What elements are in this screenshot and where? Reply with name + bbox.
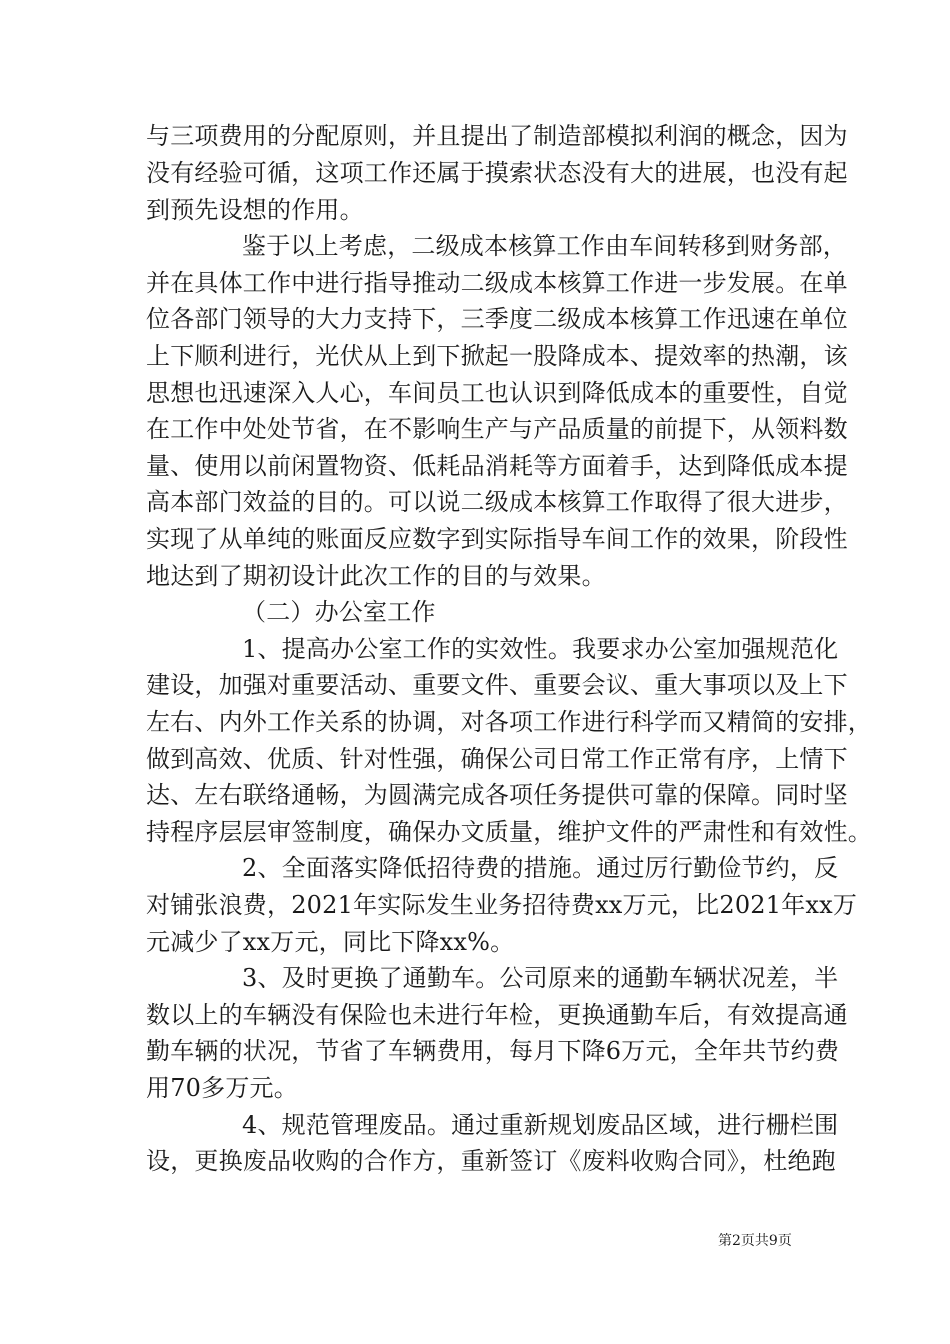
text-line: 位各部门领导的大力支持下，三季度二级成本核算工作迅速在单位 <box>146 305 848 333</box>
paragraph-start-line: 鉴于以上考虑，二级成本核算工作由车间转移到财务部， <box>242 232 847 260</box>
text-line: 设，更换废品收购的合作方，重新签订《废料收购合同》，杜绝跑 <box>146 1147 836 1175</box>
text-line: 持程序层层审签制度，确保办文质量，维护文件的严肃性和有效性。 <box>146 818 872 846</box>
text-line: 元减少了xx万元，同比下降xx%。 <box>146 928 515 956</box>
text-line: 左右、内外工作关系的协调，对各项工作进行科学而又精简的安排， <box>146 708 872 736</box>
text-line: 在工作中处处节省，在不影响生产与产品质量的前提下，从领料数 <box>146 415 848 443</box>
paragraph-start-line: 4、规范管理废品。通过重新规划废品区域，进行栅栏围 <box>242 1111 839 1139</box>
section-heading: （二）办公室工作 <box>242 598 436 626</box>
text-line: 地达到了期初设计此次工作的目的与效果。 <box>146 562 606 590</box>
text-line: 与三项费用的分配原则，并且提出了制造部模拟利润的概念，因为 <box>146 122 848 150</box>
text-line: 没有经验可循，这项工作还属于摸索状态没有大的进展，也没有起 <box>146 159 848 187</box>
text-line: 思想也迅速深入人心，车间员工也认识到降低成本的重要性，自觉 <box>146 379 848 407</box>
paragraph-start-line: 2、全面落实降低招待费的措施。通过厉行勤俭节约，反 <box>242 854 839 882</box>
text-line: 勤车辆的状况，节省了车辆费用，每月下降6万元，全年共节约费 <box>146 1037 840 1065</box>
text-line: 用70多万元。 <box>146 1074 298 1102</box>
text-line: 量、使用以前闲置物资、低耗品消耗等方面着手，达到降低成本提 <box>146 452 848 480</box>
text-line: 数以上的车辆没有保险也未进行年检，更换通勤车后，有效提高通 <box>146 1001 848 1029</box>
text-line: 并在具体工作中进行指导推动二级成本核算工作进一步发展。在单 <box>146 269 848 297</box>
text-line: 达、左右联络通畅，为圆满完成各项任务提供可靠的保障。同时坚 <box>146 781 848 809</box>
paragraph-start-line: 1、提高办公室工作的实效性。我要求办公室加强规范化 <box>242 635 839 663</box>
text-line: 实现了从单纯的账面反应数字到实际指导车间工作的效果，阶段性 <box>146 525 848 553</box>
text-line: 高本部门效益的目的。可以说二级成本核算工作取得了很大进步， <box>146 488 848 516</box>
paragraph-start-line: 3、及时更换了通勤车。公司原来的通勤车辆状况差，半 <box>242 964 839 992</box>
text-line: 建设，加强对重要活动、重要文件、重要会议、重大事项以及上下 <box>146 671 848 699</box>
text-line: 到预先设想的作用。 <box>146 196 364 224</box>
page-number: 第2页共9页 <box>718 1233 792 1249</box>
text-line: 对铺张浪费，2021年实际发生业务招待费xx万元，比2021年xx万 <box>146 891 858 919</box>
text-line: 做到高效、优质、针对性强，确保公司日常工作正常有序，上情下 <box>146 745 848 773</box>
text-line: 上下顺利进行，光伏从上到下掀起一股降成本、提效率的热潮，该 <box>146 342 848 370</box>
